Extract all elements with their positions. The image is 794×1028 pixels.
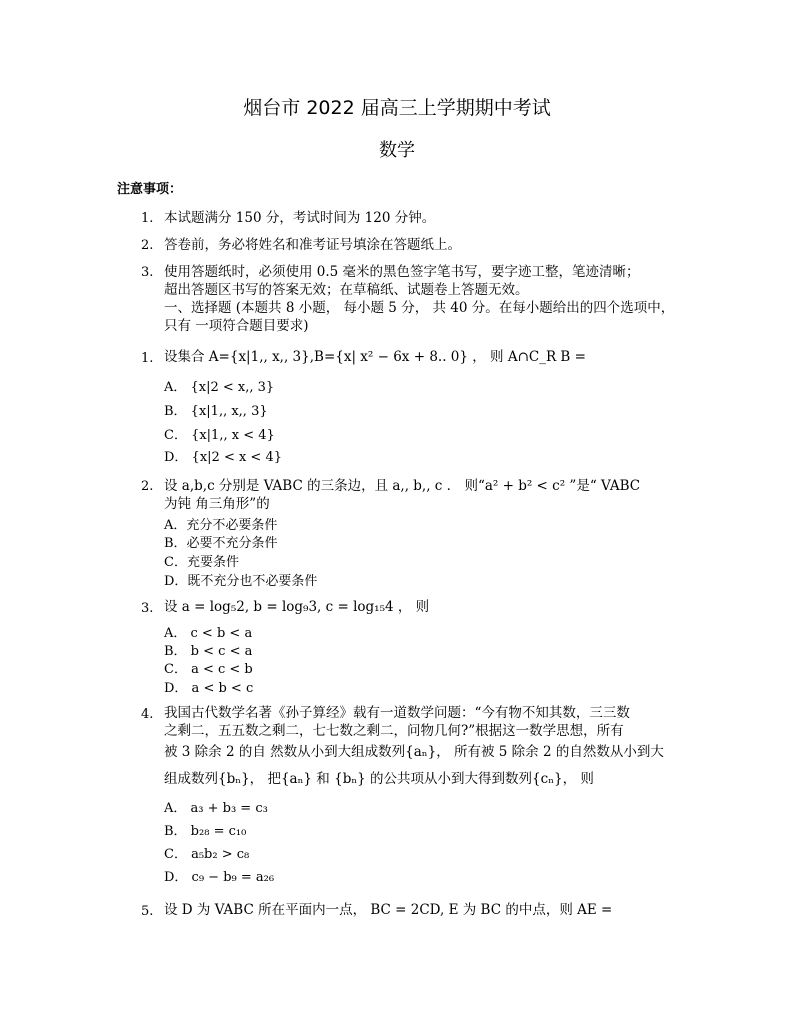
question-stem: 设 D 为 VABC 所在平面内一点， BC = 2CD, E 为 BC 的中点，则 AE = bbox=[164, 902, 613, 918]
option-d: D． c₉ − b₉ = a₂₆ bbox=[164, 870, 275, 885]
question-number: 2. bbox=[141, 479, 154, 494]
question-number: 1. bbox=[141, 351, 154, 366]
option-b: B． b < c < a bbox=[164, 644, 253, 659]
option-a: A．充分不必要条件 bbox=[164, 518, 278, 533]
page-title: 烟台市 2022 届高三上学期期中考试 bbox=[243, 97, 551, 119]
question-stem: 设 a = log₅2, b = log₉3, c = log₁₅4 ， 则 bbox=[164, 599, 430, 615]
question-stem: 之剩二，五五数之剩二，七七数之剩二，问物几何?”根据这一数学思想，所有 bbox=[164, 723, 624, 739]
note-line: 本试题满分 150 分，考试时间为 120 分钟。 bbox=[164, 210, 436, 226]
option-a: A． c < b < a bbox=[164, 626, 253, 641]
page-subtitle: 数学 bbox=[379, 140, 415, 161]
option-c: C． a₅b₂ > c₈ bbox=[164, 847, 250, 862]
note-number: 3. bbox=[141, 265, 154, 280]
option-c: C．充要条件 bbox=[164, 555, 239, 570]
section-heading: 一、选择题 (本题共 8 小题， 每小题 5 分， 共 40 分。在每小题给出的四个选项中， bbox=[164, 300, 675, 316]
option-b: B． {x|1,, x,, 3} bbox=[164, 404, 268, 419]
note-line: 超出答题区书写的答案无效；在草稿纸、试题卷上答题无效。 bbox=[164, 282, 529, 298]
option-a: A． a₃ + b₃ = c₃ bbox=[164, 801, 268, 816]
question-stem: 我国古代数学名著《孙子算经》载有一道数学问题：“今有物不知其数，三三数 bbox=[164, 705, 630, 721]
question-stem: 组成数列{bₙ}， 把{aₙ} 和 {bₙ} 的公共项从小到大得到数列{cₙ}， 则 bbox=[164, 771, 594, 787]
option-d: D．既不充分也不必要条件 bbox=[164, 574, 318, 589]
note-number: 1. bbox=[141, 211, 154, 226]
note-line: 使用答题纸时，必须使用 0.5 毫米的黑色签字笔书写，要字迹工整，笔迹清晰； bbox=[164, 264, 640, 280]
option-c: C． {x|1,, x < 4} bbox=[164, 428, 275, 443]
question-stem: 为钝 角三角形”的 bbox=[164, 496, 270, 512]
notes-header: 注意事项： bbox=[117, 182, 183, 197]
option-d: D． a < b < c bbox=[164, 681, 254, 696]
option-b: B． b₂₈ = c₁₀ bbox=[164, 824, 247, 839]
section-heading: 只有 一项符合题目要求) bbox=[164, 318, 309, 334]
question-number: 5. bbox=[141, 904, 154, 919]
question-stem: 被 3 除余 2 的自 然数从小到大组成数列{aₙ}， 所有被 5 除余 2 的自然数从小到大 bbox=[164, 744, 664, 760]
note-line: 答卷前，务必将姓名和准考证号填涂在答题纸上。 bbox=[164, 237, 461, 253]
option-c: C． a < c < b bbox=[164, 662, 253, 677]
question-number: 3. bbox=[141, 601, 154, 616]
question-number: 4. bbox=[141, 707, 154, 722]
option-b: B．必要不充分条件 bbox=[164, 536, 278, 551]
question-stem: 设 a,b,c 分别是 VABC 的三条边，且 a,, b,, c ． 则“a² + b² < c² ”是“ VABC bbox=[164, 478, 641, 494]
option-d: D． {x|2 < x < 4} bbox=[164, 450, 282, 465]
note-number: 2. bbox=[141, 238, 154, 253]
question-stem: 设集合 A={x|1,, x,, 3},B={x| x² − 6x + 8.. 0} ， 则 A∩C_R B = bbox=[164, 349, 586, 365]
option-a: A． {x|2 < x,, 3} bbox=[164, 380, 275, 395]
